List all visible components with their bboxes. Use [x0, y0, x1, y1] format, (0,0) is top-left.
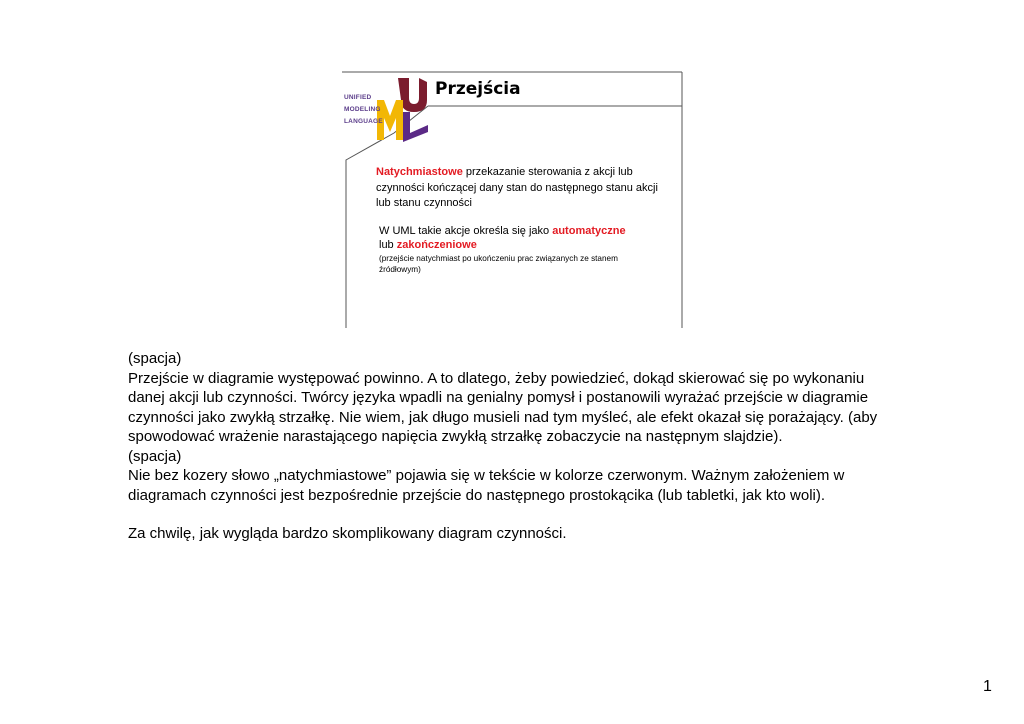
notes-paragraph: Przejście w diagramie występować powinno. A to dlatego, żeby powiedzieć, dokąd skierować się po wykonaniu danej akcji lub czynności. Twórcy języka wpadli na genialny pomysł i postanowili wyrażać przejście w diagramie czynności jako zwykłą strzałkę. Nie wiem, jak długo musieli nad tym myśleć, ale efekt okazał się porażający. (aby spowodować wrażenie narastającego napięcia zwykłą strzałkę zobaczycie na następnym slajdzie). — [128, 369, 878, 445]
logo-text-line-2: MODELING — [344, 106, 381, 113]
notes-paragraph: Za chwilę, jak wygląda bardzo skomplikowany diagram czynności. — [128, 525, 567, 542]
logo-text-line-1: UNIFIED — [344, 94, 372, 101]
notes-paragraph: (spacja) — [128, 350, 182, 367]
paragraph-1-text: przekazanie sterowania z akcji lub czynności kończącej dany stan do następnego stanu akcji lub stanu czynności — [376, 166, 658, 209]
frame-left-diagonal — [346, 106, 428, 328]
highlight-zakonczeniowe: zakończeniowe — [396, 239, 477, 251]
speaker-notes — [128, 349, 898, 544]
notes-paragraph: Nie bez kozery słowo „natychmiastowe” pojawia się w tekście w kolorze czerwonym. Ważnym założeniem w diagramach czynności jest bezpośrednie przejście do następnego prostokącika (lub tabletki, jak kto woli). — [128, 467, 845, 504]
slide-title: Przejścia — [435, 79, 521, 99]
uml-logo-icon — [377, 78, 428, 142]
notes-paragraph: (spacja) — [128, 447, 182, 465]
page-number: 1 — [983, 678, 992, 695]
paragraph-2-note: (przejście natychmiast po ukończeniu prac związanych ze stanem źródłowym) — [379, 254, 618, 274]
slide-paragraph-1 — [376, 165, 666, 212]
slide-paragraph-2 — [379, 224, 649, 275]
highlight-natychmiastowe: Natychmiastowe — [376, 166, 463, 178]
logo-text-line-3: LANGUAGE — [344, 118, 383, 125]
paragraph-2-text-1: W UML takie akcje określa się jako — [379, 225, 553, 237]
paragraph-2-text-2: lub — [379, 239, 397, 251]
highlight-automatyczne: automatyczne — [552, 225, 626, 237]
